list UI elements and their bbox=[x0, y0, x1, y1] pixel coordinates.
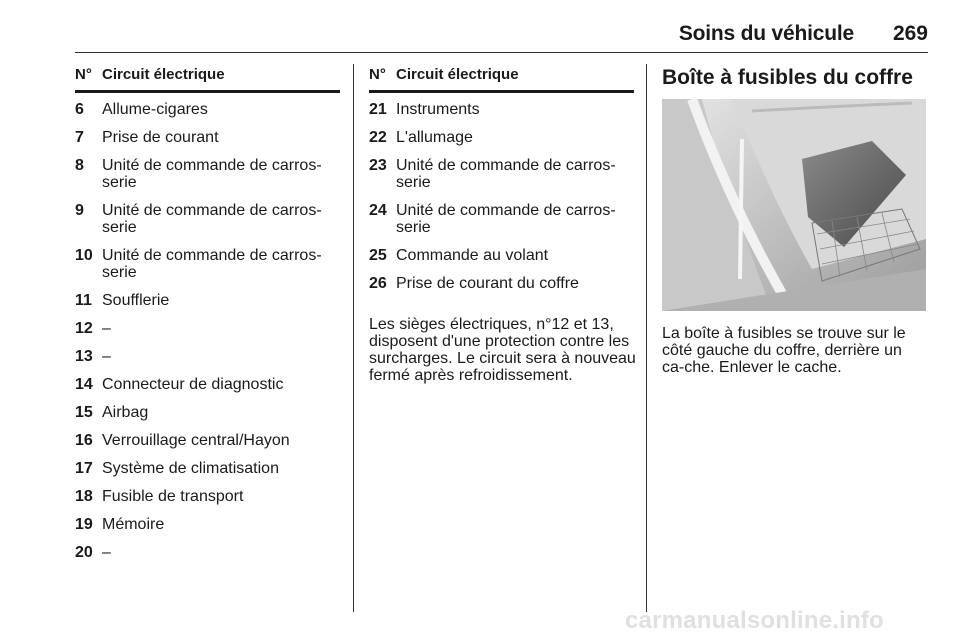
table-row bbox=[75, 340, 340, 368]
circuit-name: Unité de commande de carros-serie bbox=[102, 202, 322, 236]
circuit-name: Mémoire bbox=[102, 516, 165, 533]
table-header bbox=[369, 66, 634, 93]
fuse-table-middle bbox=[369, 66, 634, 295]
fuse-number: 16 bbox=[75, 432, 93, 449]
circuit-name: Prise de courant bbox=[102, 129, 219, 146]
circuit-name: – bbox=[102, 544, 111, 561]
fuse-number: 9 bbox=[75, 202, 84, 219]
table-row bbox=[369, 267, 634, 295]
table-row bbox=[75, 508, 340, 536]
circuit-name: Airbag bbox=[102, 404, 149, 421]
column-header-number: N° bbox=[369, 66, 386, 83]
circuit-name: Unité de commande de carros-serie bbox=[102, 247, 322, 281]
page-number: 269 bbox=[892, 22, 928, 45]
table-header bbox=[75, 66, 340, 93]
circuit-name: Connecteur de diagnostic bbox=[102, 376, 284, 393]
circuit-name: Instruments bbox=[396, 101, 480, 118]
circuit-name: Fusible de transport bbox=[102, 488, 244, 505]
circuit-name: Unité de commande de carros-serie bbox=[102, 157, 322, 191]
circuit-name: Soufflerie bbox=[102, 292, 170, 309]
table-row bbox=[75, 284, 340, 312]
table-row bbox=[75, 121, 340, 149]
table-row bbox=[369, 149, 634, 194]
fuse-number: 17 bbox=[75, 460, 93, 477]
fuse-number: 19 bbox=[75, 516, 93, 533]
table-row bbox=[369, 121, 634, 149]
table-row bbox=[75, 452, 340, 480]
column-header-number: N° bbox=[75, 66, 92, 83]
fuse-number: 23 bbox=[369, 157, 387, 174]
fuse-number: 7 bbox=[75, 129, 84, 146]
table-row bbox=[75, 536, 340, 564]
table-row bbox=[75, 396, 340, 424]
column-divider-left bbox=[353, 64, 354, 612]
fuse-number: 24 bbox=[369, 202, 387, 219]
fuse-number: 21 bbox=[369, 101, 387, 118]
circuit-name: Verrouillage central/Hayon bbox=[102, 432, 290, 449]
circuit-name: Unité de commande de carros-serie bbox=[396, 157, 616, 191]
fuse-number: 10 bbox=[75, 247, 93, 264]
circuit-name: Système de climatisation bbox=[102, 460, 279, 477]
circuit-name: – bbox=[102, 320, 111, 337]
circuit-name: Allume-cigares bbox=[102, 101, 208, 118]
section-title: Boîte à fusibles du coffre bbox=[662, 66, 913, 89]
column-header-circuit: Circuit électrique bbox=[396, 66, 519, 83]
table-row bbox=[369, 93, 634, 121]
fuse-number: 20 bbox=[75, 544, 93, 561]
table-row bbox=[75, 194, 340, 239]
fuse-number: 11 bbox=[75, 292, 92, 309]
table-row bbox=[75, 239, 340, 284]
table-row bbox=[75, 480, 340, 508]
fuse-number: 25 bbox=[369, 247, 387, 264]
table-row bbox=[369, 239, 634, 267]
circuit-name: – bbox=[102, 348, 111, 365]
table-row bbox=[369, 194, 634, 239]
overload-note: Les sièges électriques, n°12 et 13, disposent d'une protection contre les surcharges. Le circuit sera à nouveau fermé après refroidissement. bbox=[369, 316, 636, 384]
table-row bbox=[75, 368, 340, 396]
table-row bbox=[75, 424, 340, 452]
fuse-table-left bbox=[75, 66, 340, 564]
circuit-name: Commande au volant bbox=[396, 247, 549, 264]
fuse-box-illustration bbox=[662, 99, 926, 311]
page-header-title: Soins du véhicule bbox=[678, 22, 854, 45]
table-body bbox=[369, 93, 634, 295]
fuse-number: 13 bbox=[75, 348, 93, 365]
header-rule bbox=[75, 52, 928, 53]
trunk-fuse-box-photo bbox=[662, 99, 926, 311]
fuse-number: 26 bbox=[369, 275, 387, 292]
circuit-name: Unité de commande de carros-serie bbox=[396, 202, 616, 236]
fuse-number: 15 bbox=[75, 404, 93, 421]
table-row bbox=[75, 312, 340, 340]
section-body: La boîte à fusibles se trouve sur le côté gauche du coffre, derrière un ca-che. Enlever le cache. bbox=[662, 325, 906, 376]
watermark: carmanualsonline.info bbox=[625, 607, 884, 634]
fuse-number: 12 bbox=[75, 320, 93, 337]
fuse-number: 18 bbox=[75, 488, 93, 505]
circuit-name: Prise de courant du coffre bbox=[396, 275, 579, 292]
column-divider-right bbox=[646, 64, 647, 612]
fuse-number: 22 bbox=[369, 129, 387, 146]
fuse-number: 14 bbox=[75, 376, 93, 393]
fuse-number: 8 bbox=[75, 157, 84, 174]
column-header-circuit: Circuit électrique bbox=[102, 66, 225, 83]
table-row bbox=[75, 93, 340, 121]
circuit-name: L'allumage bbox=[396, 129, 473, 146]
fuse-number: 6 bbox=[75, 101, 84, 118]
table-row bbox=[75, 149, 340, 194]
table-body bbox=[75, 93, 340, 564]
